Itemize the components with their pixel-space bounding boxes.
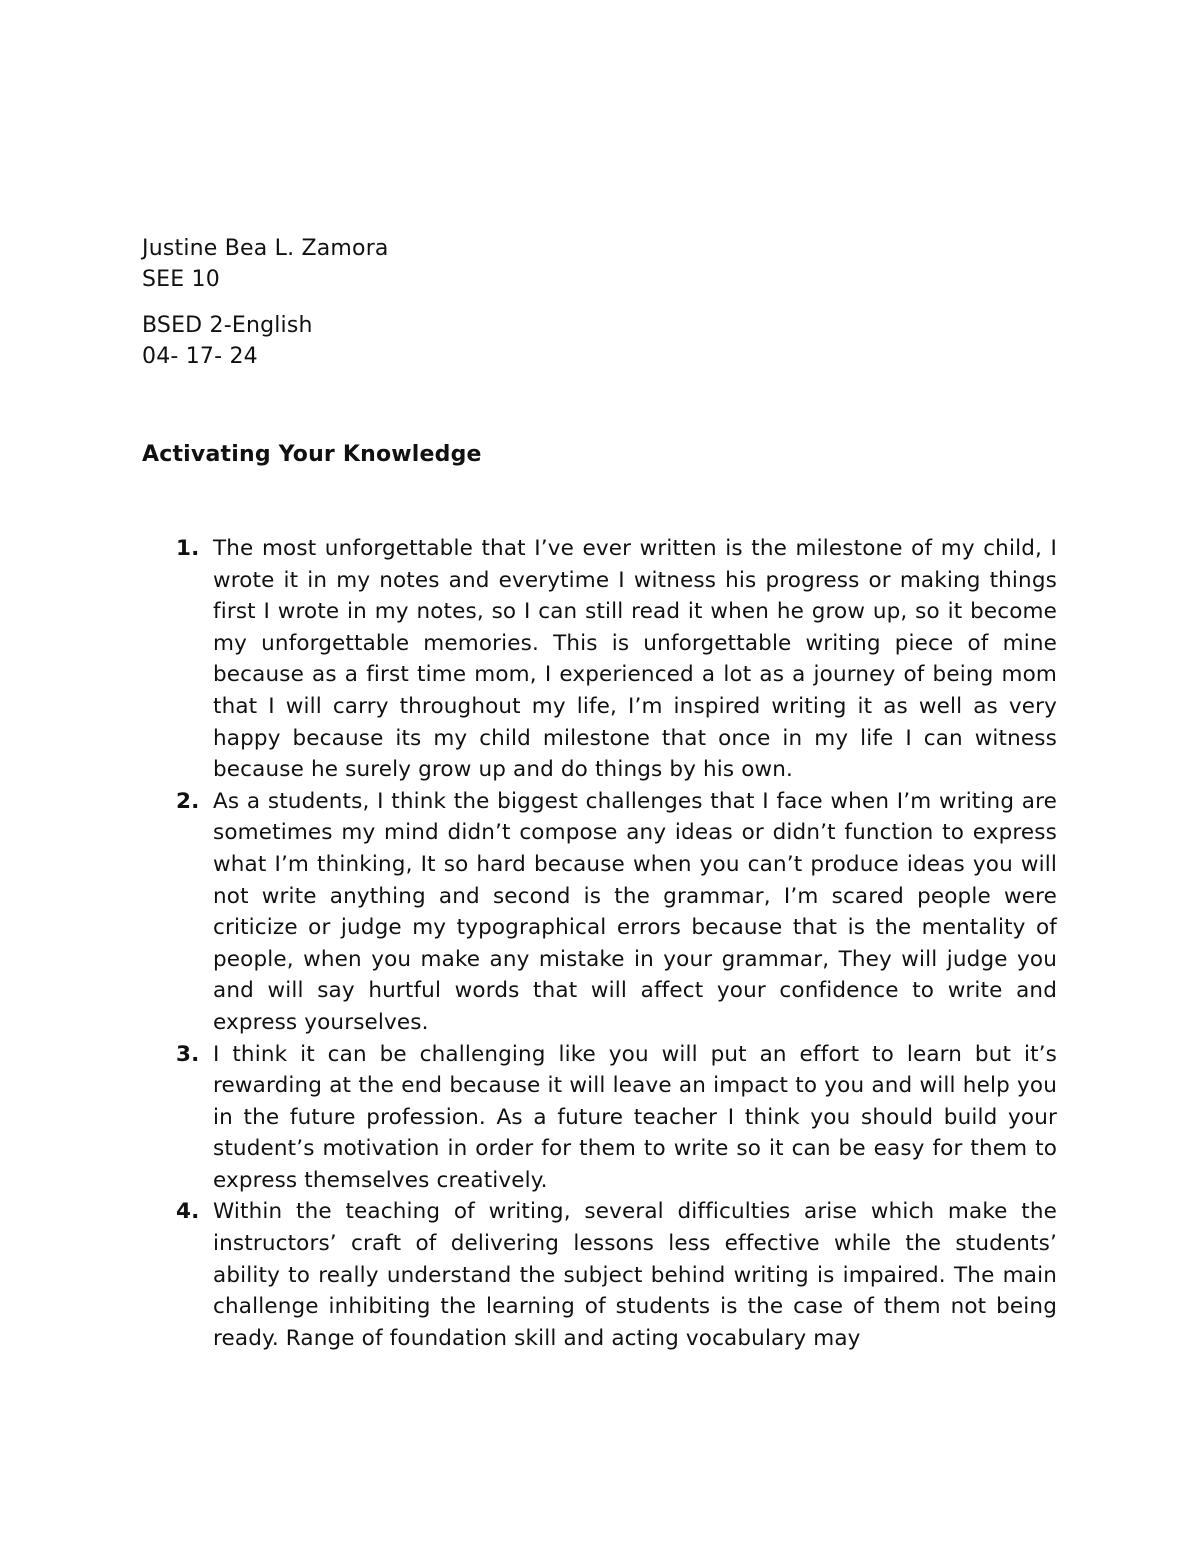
student-info-block	[142, 233, 389, 372]
answer-text: I think it can be challenging like you will put an effort to learn but it’s rewarding at the end because it will leave an impact to you and will help you in the future profession. As a future teacher I think you should build your student’s motivation in order for them to write so it can be easy for them to express themselves creatively.	[213, 1041, 1057, 1193]
answer-item	[142, 1196, 1057, 1354]
header-spacer	[142, 295, 389, 310]
answer-text: As a students, I think the biggest challenges that I face when I’m writing are sometimes my mind didn’t compose any ideas or didn’t function to express what I’m thinking, It so hard because when you can’t produce ideas you will not write anything and second is the grammar, I’m scared people were criticize or judge my typographical errors because that is the mentality of people, when you make any mistake in your grammar, They will judge you and will say hurtful words that will affect your confidence to write and express yourselves.	[213, 788, 1057, 1035]
answer-text: The most unforgettable that I’ve ever written is the milestone of my child, I wrote it in my notes and everytime I witness his progress or making things first I wrote in my notes, so I can still read it when he grow up, so it become my unforgettable memories. This is unforgettable writing piece of mine because as a first time mom, I experienced a lot as a journey of being mom that I will carry throughout my life, I’m inspired writing it as well as very happy because its my child milestone that once in my life I can witness because he surely grow up and do things by his own.	[213, 536, 1057, 783]
answer-item	[142, 1039, 1057, 1197]
answer-number: 1.	[176, 536, 200, 561]
answer-item	[142, 786, 1057, 1039]
answer-text: Within the teaching of writing, several difficulties arise which make the instructors’ craft of delivering lessons less effective while the students’ ability to really understand the subject behind writing is impaired. The main challenge inhibiting the learning of students is the case of them not being ready. Range of foundation skill and acting vocabulary may	[213, 1199, 1057, 1351]
student-name: Justine Bea L. Zamora	[142, 236, 389, 261]
answer-number: 2.	[176, 788, 200, 814]
answer-number: 3.	[176, 1041, 200, 1067]
answer-item	[142, 533, 1057, 786]
course-code: SEE 10	[142, 267, 220, 292]
submission-date: 04- 17- 24	[142, 344, 258, 369]
answer-number: 4.	[176, 1199, 200, 1225]
section-heading: Activating Your Knowledge	[142, 442, 482, 467]
program-label: BSED 2-English	[142, 313, 313, 338]
answer-list	[142, 533, 1057, 1354]
